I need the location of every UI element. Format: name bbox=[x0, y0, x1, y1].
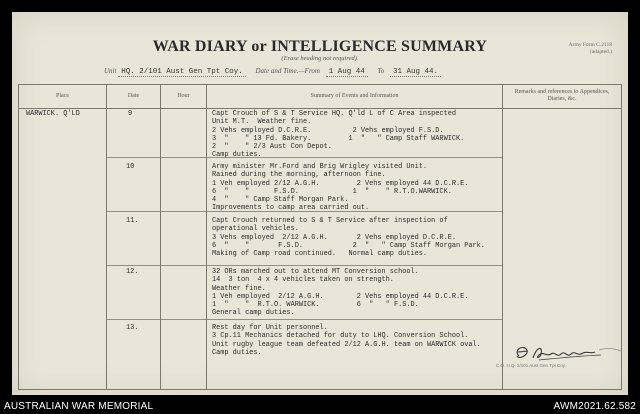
unit-date-line bbox=[104, 67, 441, 76]
divider-hour-summary bbox=[206, 84, 207, 389]
form-reference-code: Army Form C.2118 bbox=[568, 42, 612, 48]
entry-place: WARWICK. Q'LD bbox=[26, 110, 80, 118]
column-header-date: Date bbox=[127, 92, 140, 99]
entry-summary: Army minister Mr.Ford and Brig Wrigley visited Unit. Rained during the morning, afternoon fine. 1 Veh employed 2/12 A.G.H. 2 Vehs employed 44 D.C.R.E. 6 " " F.S.D. 1 " " R.T.O.WARWICK. 4 " " Camp Staff Morgan Park. Improvements to camp area carried out. bbox=[212, 163, 469, 213]
unit-value: HQ. 2/101 Aust Gen Tpt Coy. bbox=[118, 68, 246, 77]
entry-date: 9 bbox=[128, 110, 133, 118]
form-reference bbox=[542, 42, 612, 56]
column-header-remarks: Remarks and references to Appendices, Diaries, &c. bbox=[514, 89, 610, 102]
entry-date: 12. bbox=[126, 268, 139, 276]
entry-date: 13. bbox=[126, 324, 139, 332]
divider-date-hour bbox=[160, 84, 161, 389]
entry-summary: 32 ORs marched out to attend MT Conversion school. 14 3 ton 4 x 4 vehicles taken on strength. Weather fine. 1 Veh employed 2/12 A.G.H. 2 Vehs employed 44 D.C.R.E. 1 " " R.T.O. WARWICK. 6 " " F.S.D. General camp duties. bbox=[212, 268, 469, 318]
unit-label: Unit bbox=[104, 67, 117, 75]
date-time-label: Date and Time.—From bbox=[255, 67, 320, 75]
document-subtitle: (Erase heading not required). bbox=[281, 55, 359, 62]
column-header-hour: Hour bbox=[177, 92, 190, 99]
entry-summary: Capt Crouch of S & T Service HQ. Q'ld L of C Area inspected Unit M.T. Weather fine. 2 Vehs employed D.C.R.E. 2 Vehs employed F.S.D. 3 " " 13 Fd. Bakery. 1 " " Camp Staff WARWICK. 2 " " 2/3 Aust Con Depot. Camp duties. bbox=[212, 110, 465, 160]
document-title: WAR DIARY or INTELLIGENCE SUMMARY bbox=[152, 38, 488, 55]
divider-place-date bbox=[106, 84, 107, 389]
table-left-rule bbox=[18, 84, 19, 389]
footer-accession-number: AWM2021.62.582 bbox=[553, 401, 636, 412]
from-date-value: 1 Aug 44 bbox=[326, 68, 368, 77]
header-bottom-rule bbox=[18, 108, 622, 109]
to-label: To bbox=[377, 67, 385, 75]
form-reference-note: (adapted.) bbox=[589, 49, 612, 55]
divider-summary-remarks bbox=[502, 84, 503, 389]
entry-date: 10 bbox=[126, 163, 135, 171]
signature-caption: C.O. H.Q. 2/101 Aust Gen Tpt Coy. bbox=[496, 363, 566, 368]
entry-separator bbox=[107, 265, 502, 266]
entry-summary: Capt Crouch returned to S & T Service after inspection of operational vehicles. 3 Vehs employed 2/12 A.G.H. 2 Vehs employed D.C.R.E. 6 " " F.S.D. 2 " " Camp Staff Morgan Park. Making of Camp road continued. Normal camp duties. bbox=[212, 217, 485, 259]
column-header-summary: Summary of Events and Information bbox=[310, 92, 399, 99]
diary-page bbox=[12, 12, 628, 395]
footer-institution: AUSTRALIAN WAR MEMORIAL bbox=[4, 401, 154, 412]
table-bottom-rule bbox=[18, 389, 622, 390]
entry-separator bbox=[107, 319, 502, 320]
entry-summary: Rest day for Unit personnel. 3 Cp.11 Mechanics detached for duty to LHQ. Conversion School. Unit rugby league team defeated 2/12 A.G.H. team on WARWICK oval. Camp duties. bbox=[212, 324, 481, 357]
to-date-value: 31 Aug 44. bbox=[390, 68, 441, 77]
handwritten-signature bbox=[509, 338, 629, 374]
entry-date: 11. bbox=[126, 217, 139, 225]
column-header-place: Place bbox=[56, 92, 69, 99]
